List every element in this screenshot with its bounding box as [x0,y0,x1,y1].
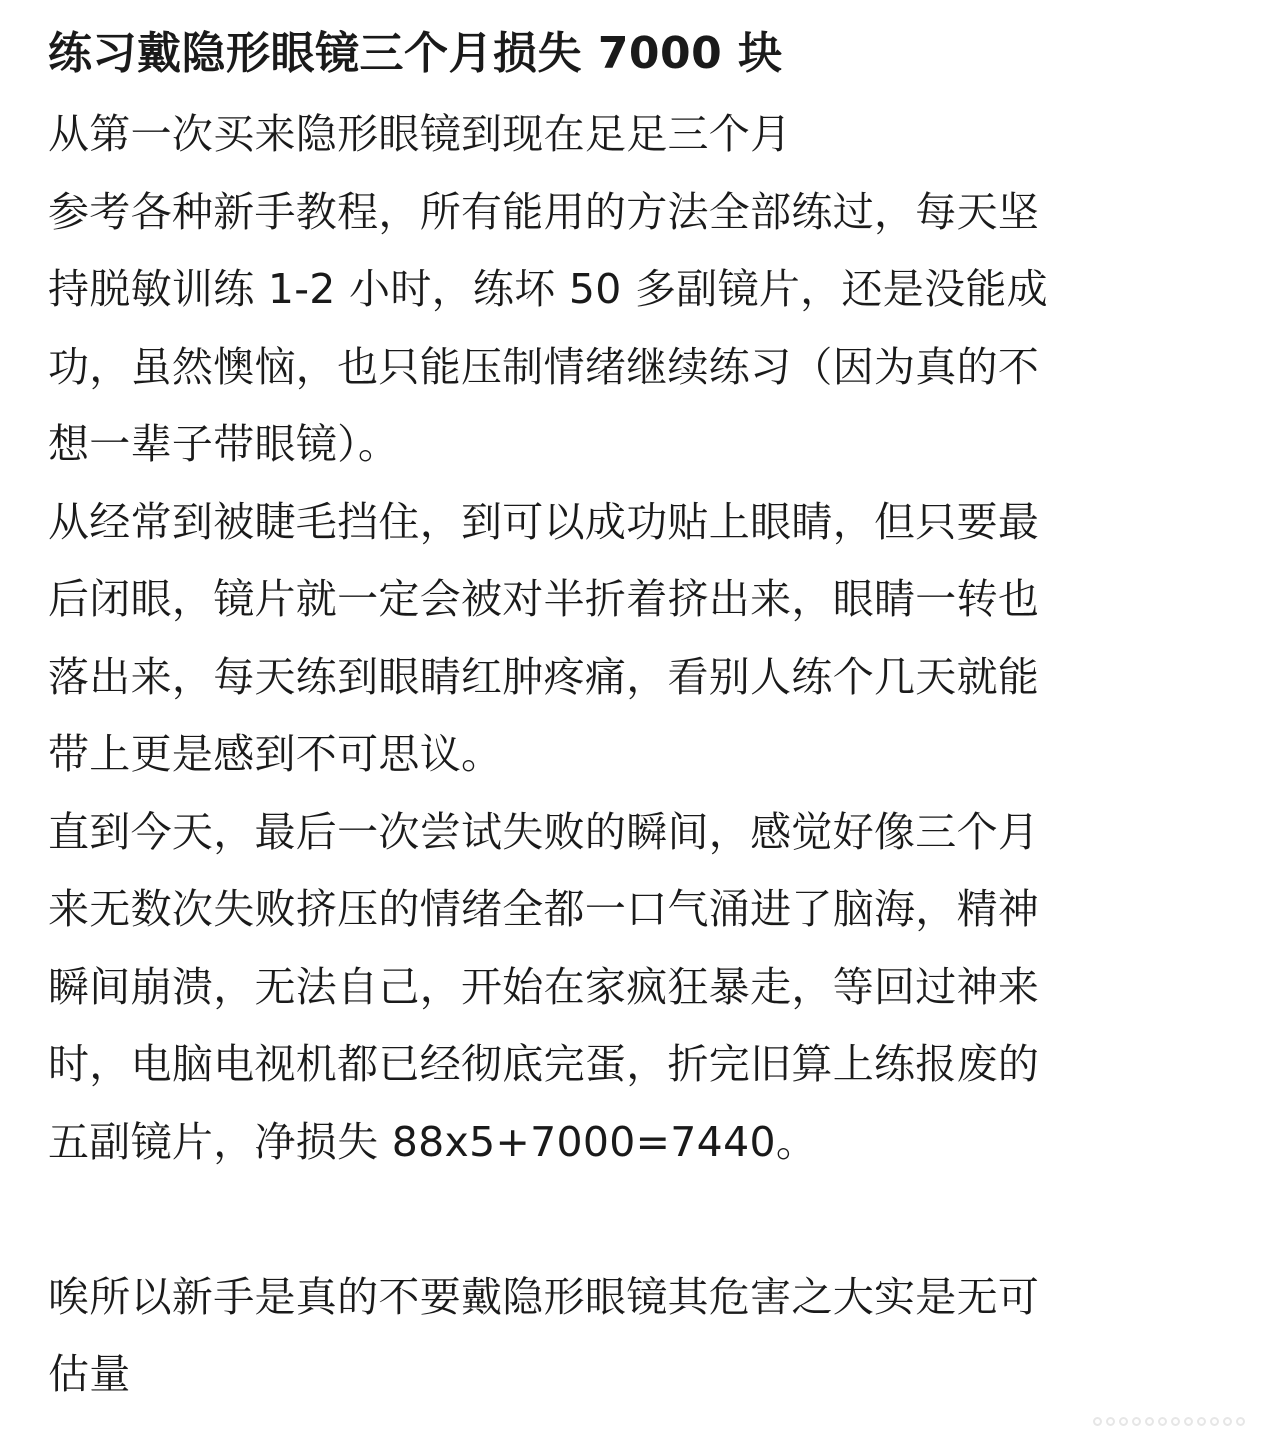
watermark-dot [1210,1417,1219,1426]
watermark-dot [1106,1417,1115,1426]
paragraph-line: 参考各种新手教程，所有能用的方法全部练过，每天坚 [48,187,1040,236]
watermark-dot [1093,1417,1102,1426]
watermark-dot [1223,1417,1232,1426]
paragraph-line: 落出来，每天练到眼睛红肿疼痛，看别人练个几天就能 [48,652,1040,701]
paragraph-line: 唉所以新手是真的不要戴隐形眼镜其危害之大实是无可 [48,1272,1040,1321]
watermark-dot [1145,1417,1154,1426]
watermark-dot [1119,1417,1128,1426]
watermark-dot [1171,1417,1180,1426]
watermark-dot [1197,1417,1206,1426]
watermark-dot [1158,1417,1167,1426]
watermark-dots [1093,1417,1245,1426]
watermark-dot [1132,1417,1141,1426]
paragraph-line: 功，虽然懊恼，也只能压制情绪继续练习（因为真的不 [48,342,1040,391]
paragraph-line: 后闭眼，镜片就一定会被对半折着挤出来，眼睛一转也 [48,575,1040,623]
paragraph-line: 从经常到被睫毛挡住，到可以成功贴上眼睛，但只要最 [48,497,1040,546]
paragraph-line: 时，电脑电视机都已经彻底完蛋，折完旧算上练报废的 [48,1040,1040,1088]
paragraph-line: 带上更是感到不可思议。 [48,730,503,778]
paragraph-line: 从第一次买来隐形眼镜到现在足足三个月 [48,110,792,158]
watermark-dot [1236,1417,1245,1426]
paragraph-line: 想一辈子带眼镜）。 [48,420,400,468]
watermark-dot [1184,1417,1193,1426]
paragraph-line: 持脱敏训练 1-2 小时，练坏 50 多副镜片，还是没能成 [48,265,1048,313]
post-title: 练习戴隐形眼镜三个月损失 7000 块 [48,28,783,79]
paragraph-line: 估量 [48,1350,131,1398]
paragraph-line: 直到今天，最后一次尝试失败的瞬间，感觉好像三个月 [48,807,1040,856]
post-content [48,18,1238,1414]
paragraph-line: 瞬间崩溃，无法自己，开始在家疯狂暴走，等回过神来 [48,962,1040,1011]
paragraph-break [48,1181,1238,1259]
paragraph-line: 来无数次失败挤压的情绪全都一口气涌进了脑海，精神 [48,885,1040,933]
paragraph-line: 五副镜片，净损失 88x5+7000=7440。 [48,1117,818,1166]
